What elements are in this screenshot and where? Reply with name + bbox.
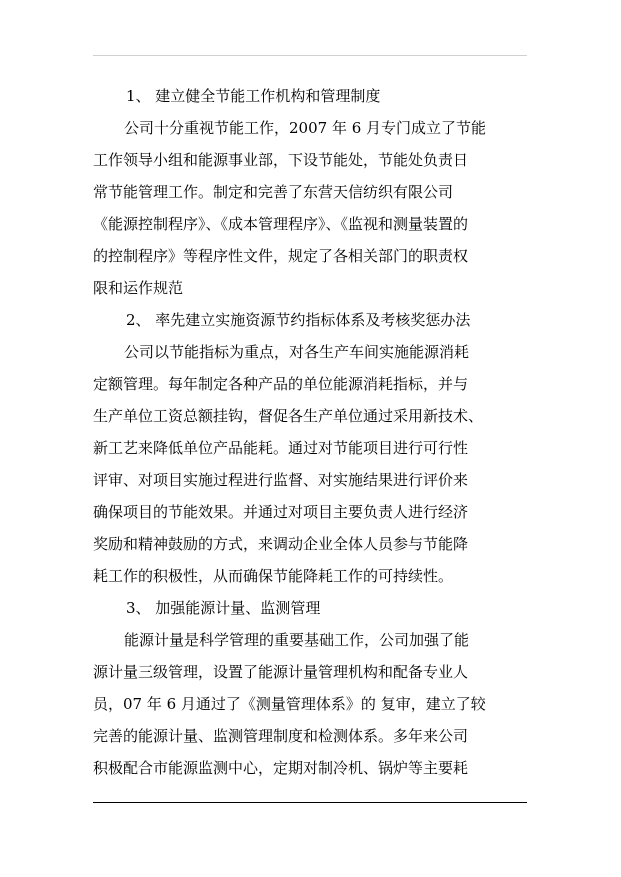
footer-rule (93, 802, 527, 803)
section-heading: 3、 加强能源计量、监测管理 (126, 599, 321, 617)
paragraph-line: 源计量三级管理，设置了能源计量管理机构和配备专业人 (93, 663, 469, 681)
paragraph-line: 完善的能源计量、监测管理制度和检测体系。多年来公司 (93, 727, 469, 745)
paragraph-line: 工作领导小组和能源事业部，下设节能处，节能处负责日 (93, 151, 469, 169)
paragraph-line: 定额管理。每年制定各种产品的单位能源消耗指标，并与 (93, 375, 469, 393)
section-heading: 2、 率先建立实施资源节约指标体系及考核奖惩办法 (126, 311, 471, 329)
paragraph-line: 生产单位工资总额挂钩，督促各生产单位通过采用新技术、 (93, 407, 484, 425)
paragraph-line: 奖励和精神鼓励的方式，来调动企业全体人员参与节能降 (93, 535, 469, 553)
document-body (93, 80, 527, 784)
paragraph-line: 员，07 年 6 月通过了《测量管理体系》的 复审，建立了较 (93, 695, 486, 713)
paragraph-line: 的控制程序》等程序性文件，规定了各相关部门的职责权 (93, 247, 469, 265)
paragraph-line: 常节能管理工作。制定和完善了东营天信纺织有限公司 (93, 183, 454, 201)
paragraph-line: 积极配合市能源监测中心，定期对制冷机、锅炉等主要耗 (93, 759, 469, 777)
header-rule (93, 55, 527, 56)
paragraph-line: 确保项目的节能效果。并通过对项目主要负责人进行经济 (93, 503, 469, 521)
section-heading: 1、 建立健全节能工作机构和管理制度 (126, 87, 381, 105)
paragraph-line: 评审、对项目实施过程进行监督、对实施结果进行评价来 (93, 471, 469, 489)
paragraph-line: 能源计量是科学管理的重要基础工作，公司加强了能 (124, 631, 470, 649)
paragraph-line: 限和运作规范 (93, 279, 184, 297)
paragraph-line: 耗工作的积极性，从而确保节能降耗工作的可持续性。 (93, 567, 454, 585)
paragraph-line: 公司以节能指标为重点，对各生产车间实施能源消耗 (124, 343, 470, 361)
paragraph-line: 新工艺来降低单位产品能耗。通过对节能项目进行可行性 (93, 439, 469, 457)
paragraph-line: 公司十分重视节能工作，2007 年 6 月专门成立了节能 (124, 119, 487, 137)
paragraph-line: 《能源控制程序》、《成本管理程序》、《监视和测量装置的 (93, 215, 469, 233)
